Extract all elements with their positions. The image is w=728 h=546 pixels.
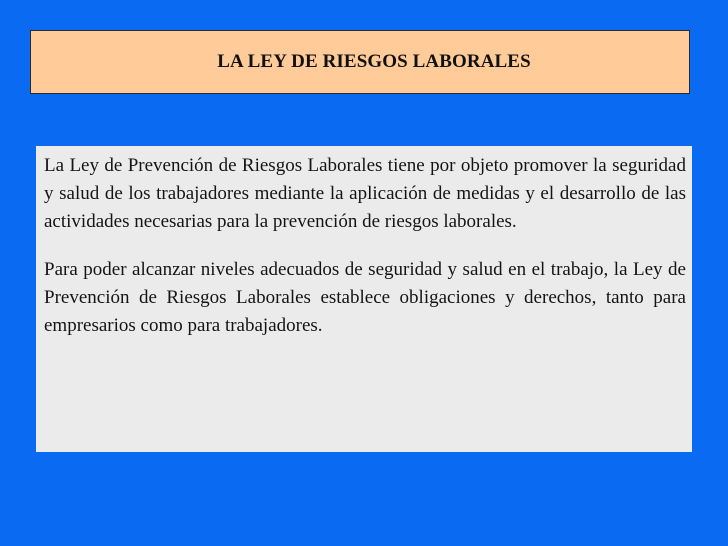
content-box: [36, 146, 692, 452]
paragraph-objective: La Ley de Prevención de Riesgos Laborales tiene por objeto promover la seguridad y salud de los trabajadores mediante la aplicación de medidas y el desarrollo de las actividades necesarias para la prevención de riesgos laborales.: [44, 155, 686, 232]
title-box: [30, 30, 690, 94]
slide-title: LA LEY DE RIESGOS LABORALES: [217, 51, 531, 72]
paragraph-obligations: Para poder alcanzar niveles adecuados de seguridad y salud en el trabajo, la Ley de Prevención de Riesgos Laborales establece obligaciones y derechos, tanto para empresarios como para trabajadores.: [44, 259, 686, 336]
